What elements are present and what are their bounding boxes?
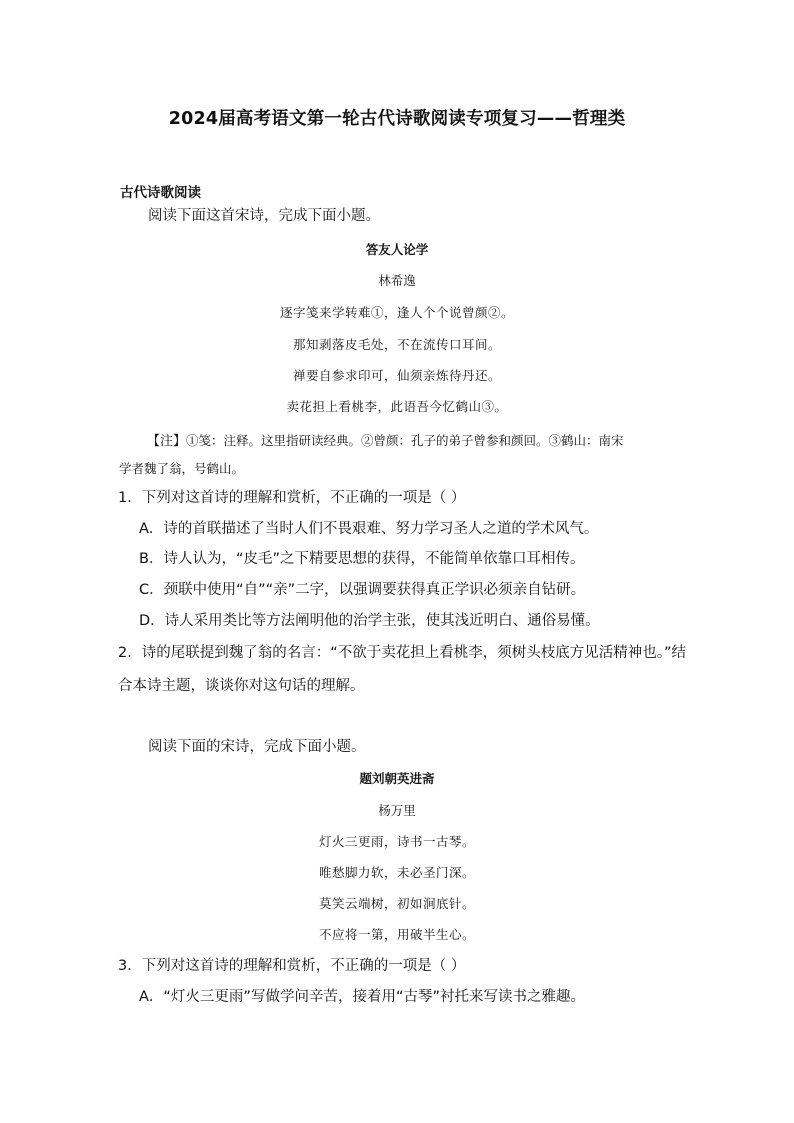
answer-option: C．颈联中使用“自”“亲”二字，以强调要获得真正学识必须亲自钻研。 <box>139 582 586 598</box>
poem-line: 莫笑云端树，初如涧底针。 <box>318 896 475 911</box>
answer-option: D．诗人采用类比等方法阐明他的治学主张，使其浅近明白、通俗易懂。 <box>139 613 600 629</box>
document-title: 2024届高考语文第一轮古代诗歌阅读专项复习——哲理类 <box>168 109 626 129</box>
poem-author: 林希逸 <box>378 273 416 288</box>
poem-line: 灯火三更雨，诗书一古琴。 <box>318 834 475 849</box>
note-text: ①笺：注释。这里指研读经典。②曾颜：孔子的弟子曾参和颜回。③鹤山：南宋 <box>186 433 624 448</box>
poem-line: 唯愁脚力软，未必圣门深。 <box>318 865 475 880</box>
poem-note <box>147 430 624 449</box>
passage-intro: 阅读下面的宋诗，完成下面小题。 <box>148 739 366 755</box>
note-label: 【注】 <box>147 434 187 449</box>
poem-line: 那知剥落皮毛处，不在流传口耳间。 <box>292 337 501 352</box>
question-stem-continued: 合本诗主题，谈谈你对这句话的理解。 <box>118 678 365 694</box>
poem-line: 禅要自参求印可，仙须亲炼待丹还。 <box>292 368 501 383</box>
answer-option: A．“灯火三更雨”写做学问辛苦，接着用“古琴”衬托来写读书之雅趣。 <box>139 989 585 1005</box>
poem-line: 不应将一第，用破半生心。 <box>318 927 475 942</box>
poem-line: 逐字笺来学转难①，逢人个个说曾颜②。 <box>279 305 514 320</box>
question-stem: 2．诗的尾联提到魏了翁的名言：“不欲于卖花担上看桃李，须树头枝底方见活精神也。”结 <box>118 645 686 661</box>
section-title: 古代诗歌阅读 <box>120 185 201 201</box>
poem-note-continued: 学者魏了翁，号鹤山。 <box>119 461 245 476</box>
question-stem: 3．下列对这首诗的理解和赏析，不正确的一项是（ ） <box>118 958 466 974</box>
poem-title: 题刘朝英进斋 <box>359 771 435 786</box>
question-stem: 1．下列对这首诗的理解和赏析，不正确的一项是（ ） <box>118 490 466 506</box>
poem-line: 卖花担上看桃李，此语吾今忆鹤山③。 <box>286 399 508 414</box>
poem-author: 杨万里 <box>378 803 416 818</box>
passage-intro: 阅读下面这首宋诗，完成下面小题。 <box>148 208 380 224</box>
answer-option: A．诗的首联描述了当时人们不畏艰难、努力学习圣人之道的学术风气。 <box>139 521 599 537</box>
answer-option: B．诗人认为，“皮毛”之下精要思想的获得，不能简单依靠口耳相传。 <box>139 551 585 567</box>
poem-title: 答友人论学 <box>365 242 429 257</box>
